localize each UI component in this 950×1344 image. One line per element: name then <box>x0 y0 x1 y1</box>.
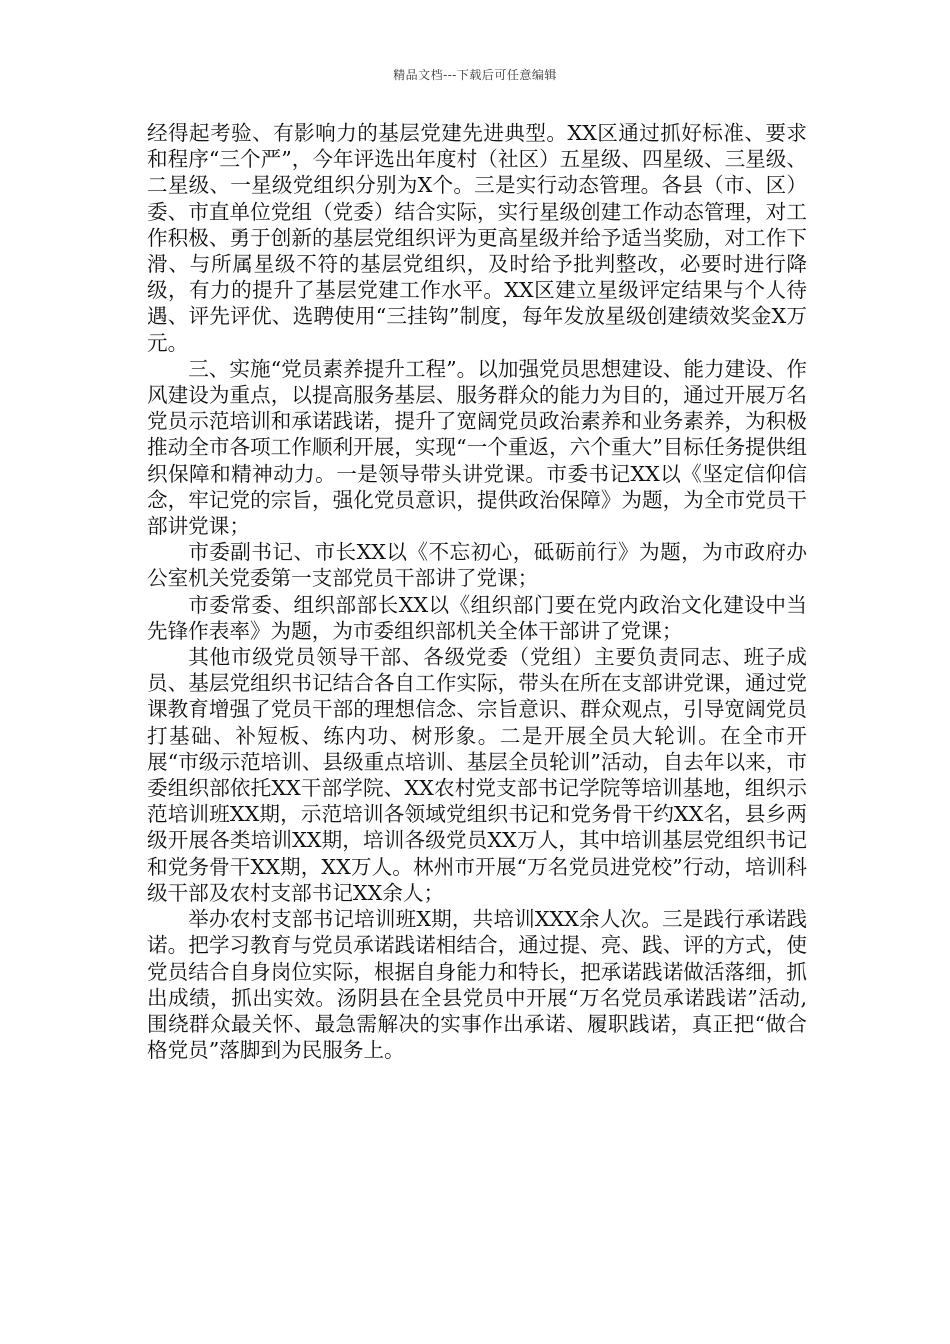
paragraph-4: 市委常委、组织部部长XX以《组织部门要在党内政治文化建设中当先锋作表率》为题，为市委组织部机关全体干部讲了党课； <box>147 592 807 643</box>
paragraph-5: 其他市级党员领导干部、各级党委（党组）主要负责同志、班子成员、基层党组织书记结合各自工作实际，带头在所在支部讲党课，通过党课教育增强了党员干部的理想信念、宗旨意识、群众观点，引导宽阔党员打基础、补短板、练内功、树形象。二是开展全员大轮训。在全市开展“市级示范培训、县级重点培训、基层全员轮训”活动，自去年以来，市委组织部依托XX干部学院、XX农村党支部书记学院等培训基地，组织示范培训班XX期，示范培训各领域党组织书记和党务骨干约XX名，县乡两级开展各类培训XX期，培训各级党员XX万人，其中培训基层党组织书记和党务骨干XX期，XX万人。林州市开展“万名党员进党校”行动，培训科级干部及农村支部书记XX余人； <box>147 645 807 905</box>
paragraph-6: 举办农村支部书记培训班X期，共培训XXX余人次。三是践行承诺践诺。把学习教育与党员承诺践诺相结合，通过提、亮、践、评的方式，使党员结合自身岗位实际，根据自身能力和特长，把承诺践诺做活落细，抓出成绩，抓出实效。汤阴县在全县党员中开展“万名党员承诺践诺”活动,围绕群众最关怀、最急需解决的实事作出承诺、履职践诺，真正把“做合格党员”落脚到为民服务上。 <box>147 907 807 1063</box>
paragraph-2: 三、实施“党员素养提升工程”。以加强党员思想建设、能力建设、作风建设为重点，以提高服务基层、服务群众的能力为目的，通过开展万名党员示范培训和承诺践诺，提升了宽阔党员政治素养和业务素养，为积极推动全市各项工作顺利开展，实现“一个重返，六个重大”目标任务提供组织保障和精神动力。一是领导带头讲党课。市委书记XX以《坚定信仰信念，牢记党的宗旨，强化党员意识，提供政治保障》为题，为全市党员干部讲党课； <box>147 356 807 539</box>
paragraph-1: 经得起考验、有影响力的基层党建先进典型。XX区通过抓好标准、要求和程序“三个严”，今年评选出年度村（社区）五星级、四星级、三星级、二星级、一星级党组织分别为X个。三是实行动态管理。各县（市、区）委、市直单位党组（党委）结合实际，实行星级创建工作动态管理，对工作积极、勇于创新的基层党组织评为更高星级并给予适当奖励，对工作下滑、与所属星级不符的基层党组织，及时给予批判整改，必要时进行降级，有力的提升了基层党建工作水平。XX区建立星级评定结果与个人待遇、评先评优、选聘使用“三挂钩”制度，每年发放星级创建绩效奖金X万元。 <box>147 121 807 355</box>
page-header: 精品文档---下载后可任意编辑 <box>393 68 557 82</box>
paragraph-3: 市委副书记、市长XX以《不忘初心，砥砺前行》为题，为市政府办公室机关党委第一支部党员干部讲了党课； <box>147 540 807 591</box>
document-body <box>147 120 807 1063</box>
